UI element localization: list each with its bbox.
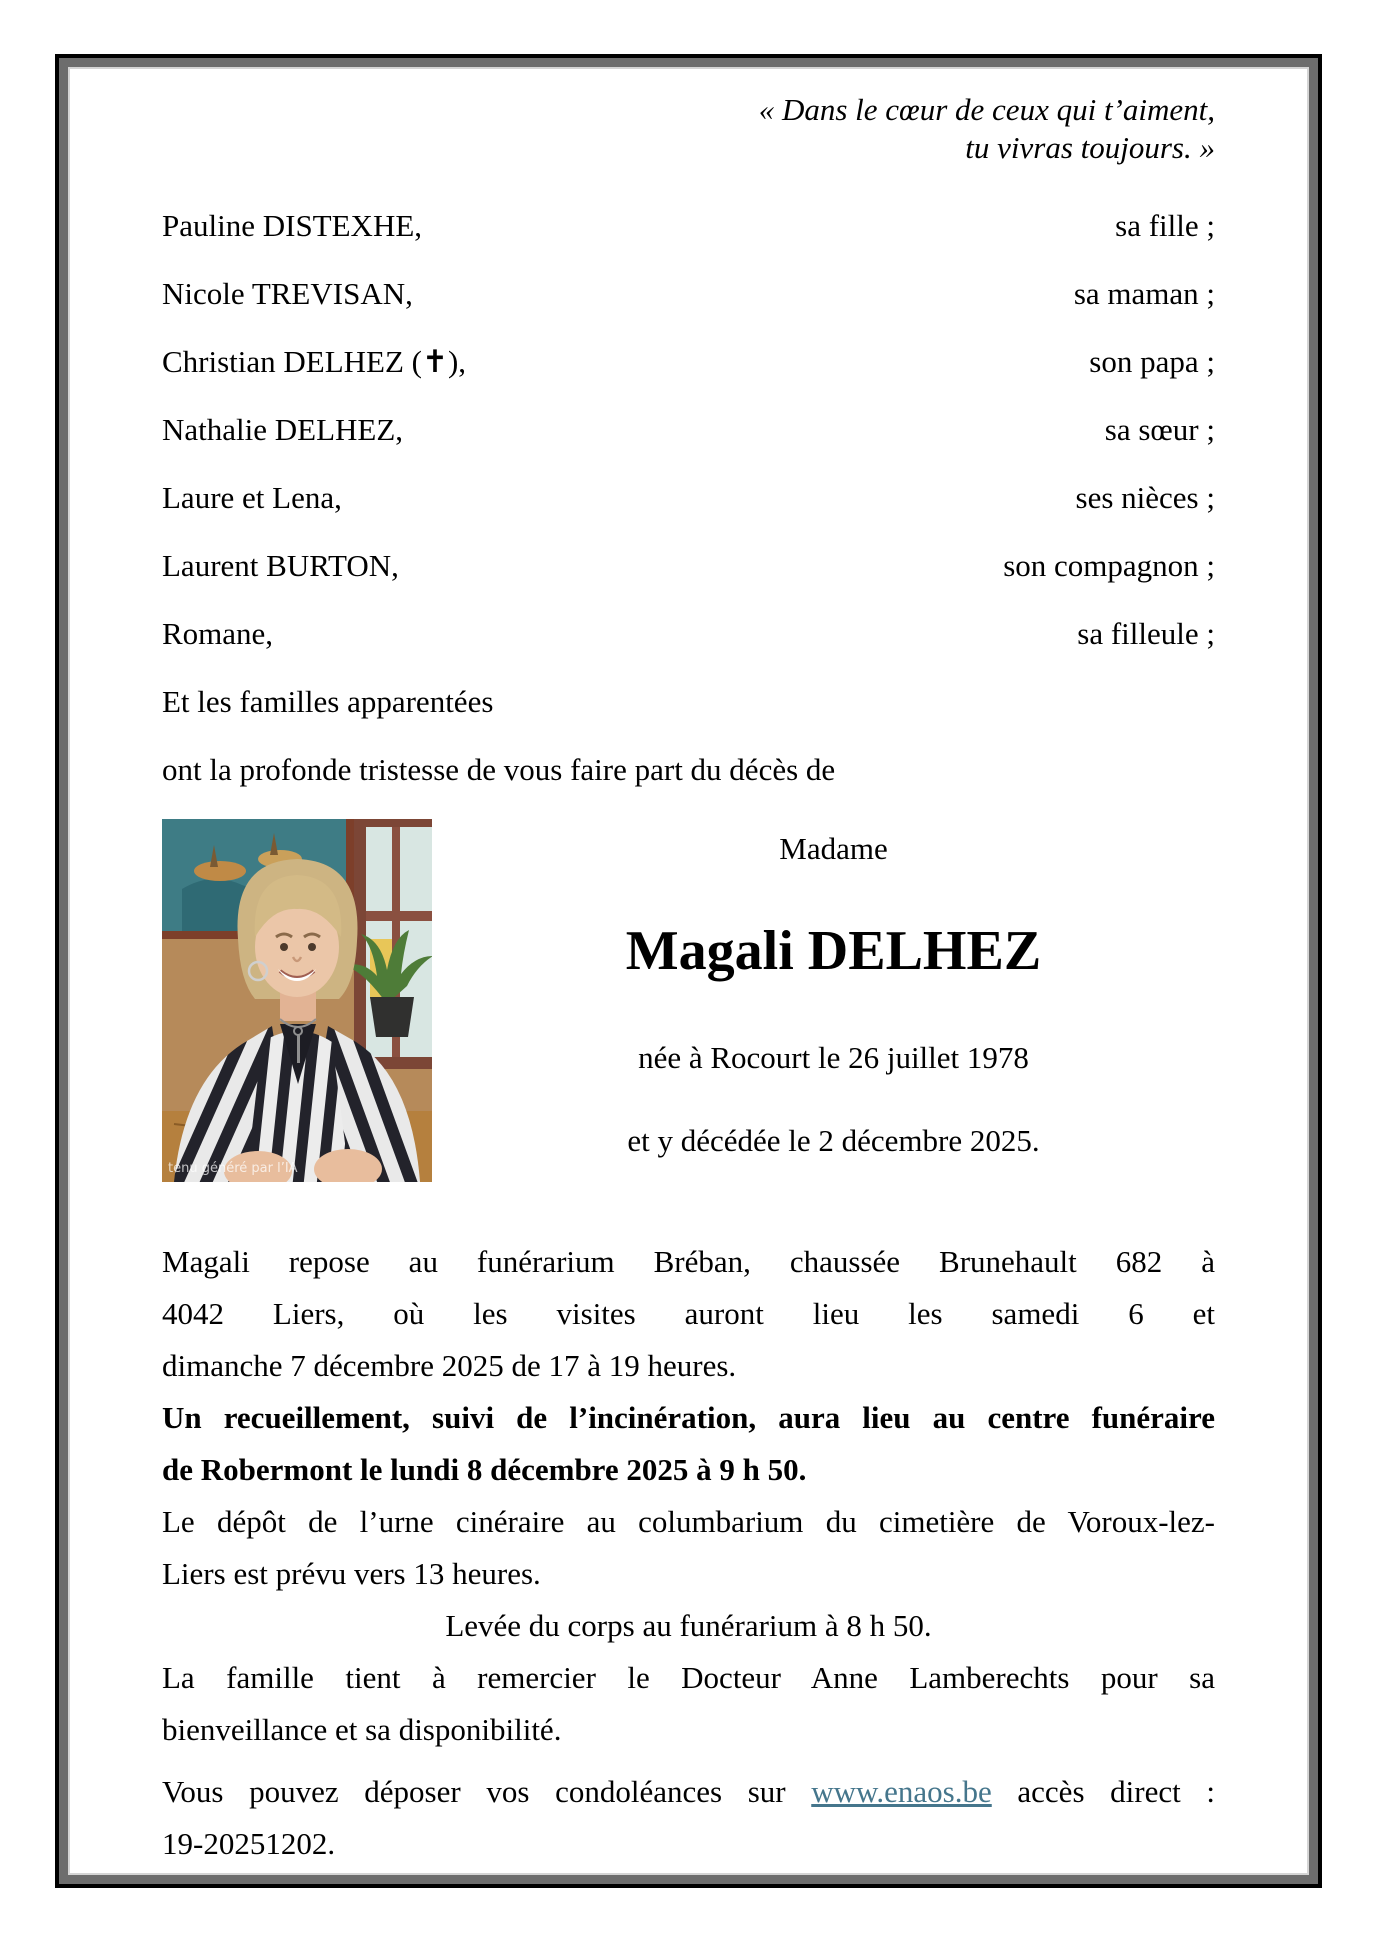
paragraph-line: 4042 Liers, où les visites auront lieu les samedi 6 et [162,1296,1215,1331]
portrait-photo [162,819,432,1182]
paragraph-line [162,1766,1215,1818]
related-families-line: Et les familles apparentées [162,684,494,719]
paragraph-line: Levée du corps au funérarium à 8 h 50. [445,1608,932,1643]
deceased-honorific: Madame [779,831,888,866]
family-row [162,615,1215,653]
family-name: Nicole TREVISAN, [162,276,413,311]
deceased-name: Magali DELHEZ [625,920,1042,982]
paragraph-line: Le dépôt de l’urne cinéraire au columbarium du cimetière de Voroux-lez- [162,1504,1215,1539]
condolences-text-post: accès direct : [991,1774,1215,1809]
quote-line-2: tu vivras toujours. » [965,130,1215,165]
family-name: Romane, [162,616,274,651]
family-name: Pauline DISTEXHE, [162,208,423,243]
announcement-line: ont la profonde tristesse de vous faire part du décès de [162,752,836,787]
condolences-text-pre: Vous pouvez déposer vos condoléances sur [162,1774,812,1809]
family-name: Nathalie DELHEZ, [162,412,404,447]
paragraph-line: dimanche 7 décembre 2025 de 17 à 19 heures. [162,1348,737,1383]
family-row [162,343,1215,381]
family-name: Laure et Lena, [162,480,342,515]
paragraph-condoleances [162,1766,1215,1870]
family-relation: son compagnon ; [1003,548,1215,583]
memorial-quote [162,91,1215,167]
paragraph-remerciement [162,1652,1215,1756]
family-name: Christian DELHEZ (✝), [162,344,467,379]
condolences-reference-number: 19-20251202. [162,1826,336,1861]
family-relation: sa maman ; [1073,276,1215,311]
body-paragraphs [162,1236,1215,1870]
paragraph-urne [162,1496,1215,1600]
family-row [162,207,1215,245]
family-row [162,479,1215,517]
family-relation: sa filleule ; [1077,616,1215,651]
paragraph-repose [162,1236,1215,1392]
family-relation: sa sœur ; [1104,412,1215,447]
paragraph-line: de Robermont le lundi 8 décembre 2025 à 9 h 50. [162,1452,807,1487]
deceased-identity [452,819,1215,1182]
enaos-link[interactable]: www.enaos.be [811,1774,992,1809]
quote-line-1: « Dans le cœur de ceux qui t’aiment, [758,92,1215,127]
family-row [162,547,1215,585]
deceased-section [162,819,1215,1182]
family-relation: son papa ; [1089,344,1215,379]
family-relation: ses nièces ; [1075,480,1215,515]
family-row [162,275,1215,313]
page-content [70,69,1307,1870]
family-name: Laurent BURTON, [162,548,399,583]
paragraph-recueillement [162,1392,1215,1496]
family-relation: sa fille ; [1115,208,1215,243]
page-border-inner [68,67,1309,1875]
paragraph-line: La famille tient à remercier le Docteur Anne Lamberechts pour sa [162,1660,1215,1695]
deceased-death-line: et y décédée le 2 décembre 2025. [627,1123,1040,1158]
paragraph-levee [162,1600,1215,1652]
family-row [162,411,1215,449]
page-border-shadow [59,58,1318,1884]
deceased-birth-line: née à Rocourt le 26 juillet 1978 [638,1040,1029,1075]
paragraph-line: Liers est prévu vers 13 heures. [162,1556,541,1591]
paragraph-line: Un recueillement, suivi de l’incinération, aura lieu au centre funéraire [162,1400,1215,1435]
ai-watermark-text: tenu généré par l’IA [168,1161,298,1176]
page-border-frame [55,54,1322,1888]
paragraph-line: Magali repose au funérarium Bréban, chaussée Brunehault 682 à [162,1244,1215,1279]
portrait-photo-illustration [162,819,432,1182]
paragraph-line: bienveillance et sa disponibilité. [162,1712,562,1747]
